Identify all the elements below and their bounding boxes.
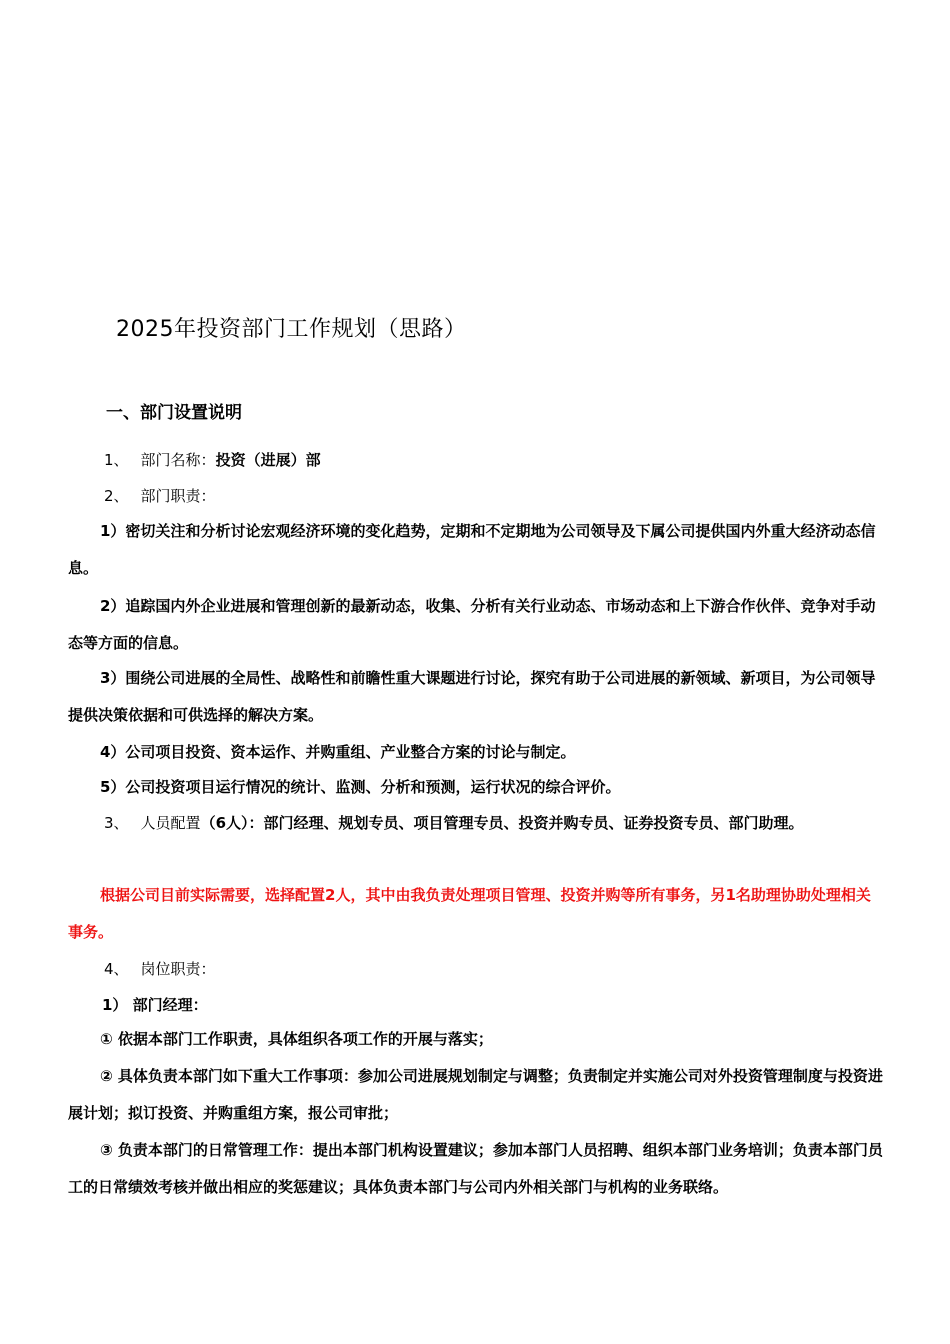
duty-paragraph: 1）密切关注和分析讨论宏观经济环境的变化趋势，定期和不定期地为公司领导及下属公司提供国内外重大经济动态信息。 xyxy=(68,522,876,577)
item-staffing xyxy=(104,812,804,833)
section-heading: 一、部门设置说明 xyxy=(106,403,242,423)
staff-roles: ：部门经理、规划专员、项目管理专员、投资并购专员、证券投资专员、部门助理。 xyxy=(248,814,804,832)
staff-count: （6人） xyxy=(200,814,249,832)
document-title: 2025年投资部门工作规划（思路） xyxy=(116,317,467,342)
item-label: 部门职责： xyxy=(140,487,216,505)
item-number: 4、 xyxy=(104,960,129,978)
item-post-duties xyxy=(104,958,216,979)
role-heading: 1） 部门经理： xyxy=(102,996,208,1014)
item-label: 部门名称： xyxy=(140,451,216,469)
item-label: 人员配置 xyxy=(140,814,201,832)
item-label: 岗位职责： xyxy=(140,960,216,978)
item-dept-duties xyxy=(104,485,216,506)
staffing-note: 根据公司目前实际需要，选择配置2人，其中由我负责处理项目管理、投资并购等所有事务，另1名助理协助处理相关事务。 xyxy=(68,886,871,941)
item-dept-name xyxy=(104,449,321,470)
role-duty-paragraph: ① 依据本部门工作职责，具体组织各项工作的开展与落实； xyxy=(100,1030,493,1048)
dept-name-value: 投资（进展）部 xyxy=(215,451,321,469)
item-number: 3、 xyxy=(104,814,129,832)
item-number: 2、 xyxy=(104,487,129,505)
duty-paragraph: 4）公司项目投资、资本运作、并购重组、产业整合方案的讨论与制定。 xyxy=(100,743,576,761)
item-number: 1、 xyxy=(104,451,129,469)
role-duty-paragraph: ③ 负责本部门的日常管理工作：提出本部门机构设置建议；参加本部门人员招聘、组织本部门业务培训；负责本部门员工的日常绩效考核并做出相应的奖惩建议；具体负责本部门与公司内外相关部门与机构的业务联络。 xyxy=(68,1141,883,1196)
duty-paragraph: 3）围绕公司进展的全局性、战略性和前瞻性重大课题进行讨论，探究有助于公司进展的新领域、新项目，为公司领导提供决策依据和可供选择的解决方案。 xyxy=(68,669,876,724)
role-duty-paragraph: ② 具体负责本部门如下重大工作事项：参加公司进展规划制定与调整；负责制定并实施公司对外投资管理制度与投资进展计划；拟订投资、并购重组方案，报公司审批； xyxy=(68,1067,883,1122)
duty-paragraph: 5）公司投资项目运行情况的统计、监测、分析和预测，运行状况的综合评价。 xyxy=(100,778,621,796)
duty-paragraph: 2）追踪国内外企业进展和管理创新的最新动态，收集、分析有关行业动态、市场动态和上下游合作伙伴、竞争对手动态等方面的信息。 xyxy=(68,597,876,652)
